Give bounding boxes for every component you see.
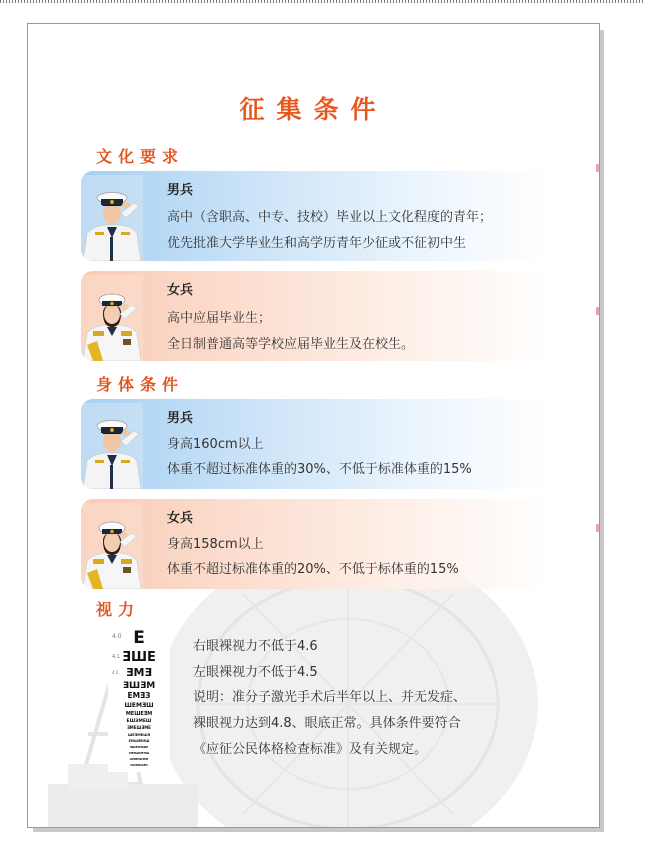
physical-male-card (81, 399, 551, 489)
svg-text:4.0: 4.0 (112, 633, 122, 640)
male-sailor-icon (81, 403, 143, 489)
female-sailor-icon (81, 275, 143, 361)
vision-line: 《应征公民体格检查标准》及有关规定。 (193, 742, 428, 757)
svg-text:ƎMƎ: ƎMƎ (126, 666, 152, 679)
svg-text:ШEƎMEШƎ: ШEƎMEШƎ (127, 733, 151, 737)
card-title: 女兵 (167, 511, 194, 526)
female-sailor-icon (81, 503, 143, 589)
svg-text:4.2: 4.2 (112, 670, 119, 675)
card-line: 高中应届毕业生； (167, 311, 272, 326)
svg-text:EMШƎEMШ: EMШƎEMШ (128, 739, 150, 743)
section-vision-heading: 视力 (96, 600, 141, 619)
side-mark (596, 524, 599, 532)
svg-text:ƎШƎM: ƎШƎM (122, 681, 156, 691)
card-line: 身高158cm以上 (167, 537, 264, 552)
card-line: 体重不超过标准体重的30%、不低于标准体重的15% (167, 462, 472, 477)
card-title: 男兵 (167, 411, 194, 426)
top-ruler (0, 0, 645, 3)
card-line: 优先批准大学毕业生和高学历青年少征或不征初中生 (167, 236, 467, 251)
svg-text:MEШEƎM: MEШEƎM (125, 711, 153, 717)
page-title: 征集条件 (239, 95, 388, 124)
vision-line: 左眼裸视力不低于4.5 (193, 665, 318, 680)
card-line: 高中（含职高、中专、技校）毕业以上文化程度的青年； (167, 210, 493, 225)
card-title: 女兵 (167, 283, 194, 298)
side-mark (596, 164, 599, 172)
svg-text:EШЗMEШ: EШЗMEШ (126, 719, 152, 724)
vision-line: 裸眼视力达到4.8、眼底正常。具体条件要符合 (193, 716, 461, 731)
svg-text:ƎMEШƎME: ƎMEШƎME (127, 725, 151, 730)
svg-text:EMƎЗ: EMƎЗ (127, 691, 151, 700)
card-title: 男兵 (167, 183, 194, 198)
vision-line: 右眼裸视力不低于4.6 (193, 639, 318, 654)
male-sailor-icon (81, 175, 143, 261)
svg-text:ƎШE: ƎШE (122, 650, 156, 665)
svg-text:4.1: 4.1 (112, 654, 120, 660)
card-line: 身高160cm以上 (167, 437, 264, 452)
svg-text:ƎШEMƎШE: ƎШEMƎШE (129, 745, 149, 749)
svg-text:ШEMƎШ: ШEMƎШ (124, 702, 154, 709)
side-mark (596, 307, 599, 315)
section-physical-heading: 身体条件 (96, 375, 185, 394)
physical-female-card (81, 499, 551, 589)
svg-text:ШƎMEШƎME: ШƎMEШƎME (129, 758, 149, 761)
culture-female-card (81, 271, 551, 361)
card-line: 全日制普通高等学校应届毕业生及在校生。 (167, 337, 415, 352)
vision-line: 说明：准分子激光手术后半年以上、并无发症、 (193, 690, 467, 705)
svg-text:MEƎШMEƎШ: MEƎШMEƎШ (128, 751, 150, 755)
svg-text:E: E (133, 628, 145, 648)
document-page (27, 23, 600, 828)
culture-male-card (81, 171, 551, 261)
card-line: 体重不超过标准体重的20%、不低于标体重的15% (167, 562, 459, 577)
svg-text:EШƎMEШƎM: EШƎMEШƎM (130, 764, 148, 767)
eye-chart-icon (108, 626, 170, 772)
section-culture-heading: 文化要求 (96, 147, 185, 166)
